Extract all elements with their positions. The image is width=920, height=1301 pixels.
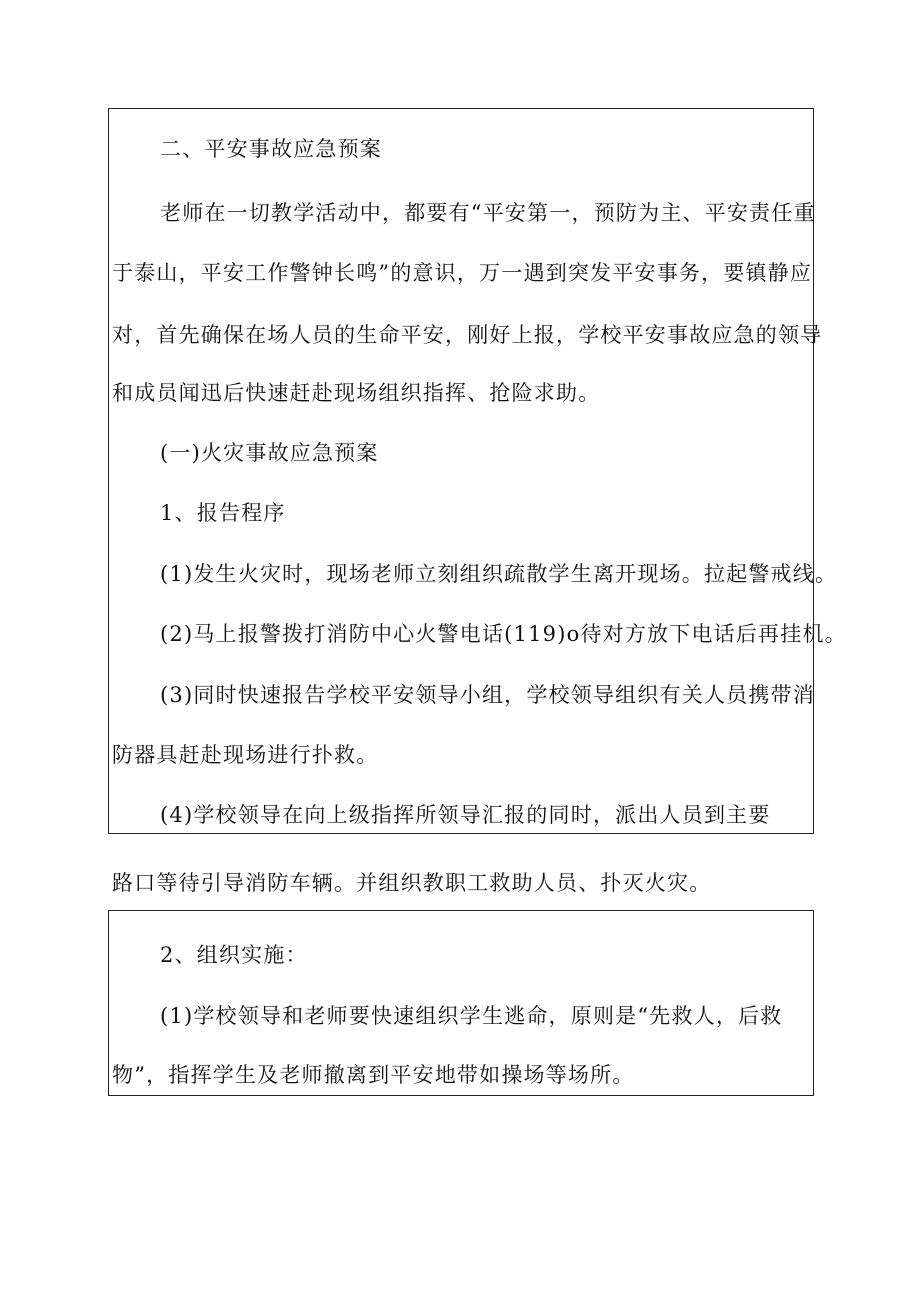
intro-line-1: 老师在一切教学活动中，都要有“平安第一，预防为主、平安责任重 xyxy=(160,201,816,225)
report-item-2: (2)马上报警拨打消防中心火警电话(119)o待对方放下电话后再挂机。 xyxy=(160,622,847,646)
intro-line-4: 和成员闻迅后快速赶赴现场组织指挥、抢险求助。 xyxy=(112,381,601,405)
organize-item-1: (1)学校领导和老师要快速组织学生逃命，原则是“先救人，后救 xyxy=(160,1004,783,1028)
report-item-3-cont: 防器具赶赴现场进行扑救。 xyxy=(112,743,379,767)
step-title-report: 1、报告程序 xyxy=(160,501,286,525)
section-heading: 二、平安事故应急预案 xyxy=(160,137,382,161)
between-text: 路口等待引导消防车辆。并组织教职工救助人员、扑灭火灾。 xyxy=(112,871,712,895)
report-item-4: (4)学校领导在向上级指挥所领导汇报的同时，派出人员到主要 xyxy=(160,803,771,827)
report-item-3: (3)同时快速报告学校平安领导小组，学校领导组织有关人员携带消 xyxy=(160,683,815,707)
organize-item-1-cont: 物”，指挥学生及老师撤离到平安地带如操场等场所。 xyxy=(112,1063,635,1087)
intro-line-3: 对，首先确保在场人员的生命平安，刚好上报，学校平安事故应急的领导 xyxy=(112,323,823,347)
step-title-organize: 2、组织实施： xyxy=(160,943,308,967)
subheading-fire: (一)火灾事故应急预案 xyxy=(160,441,379,465)
report-item-1: (1)发生火灾时，现场老师立刻组织疏散学生离开现场。拉起警戒线。 xyxy=(160,562,838,586)
intro-line-2: 于泰山，平安工作警钟长鸣”的意识，万一遇到突发平安事务，要镇静应 xyxy=(112,261,813,285)
